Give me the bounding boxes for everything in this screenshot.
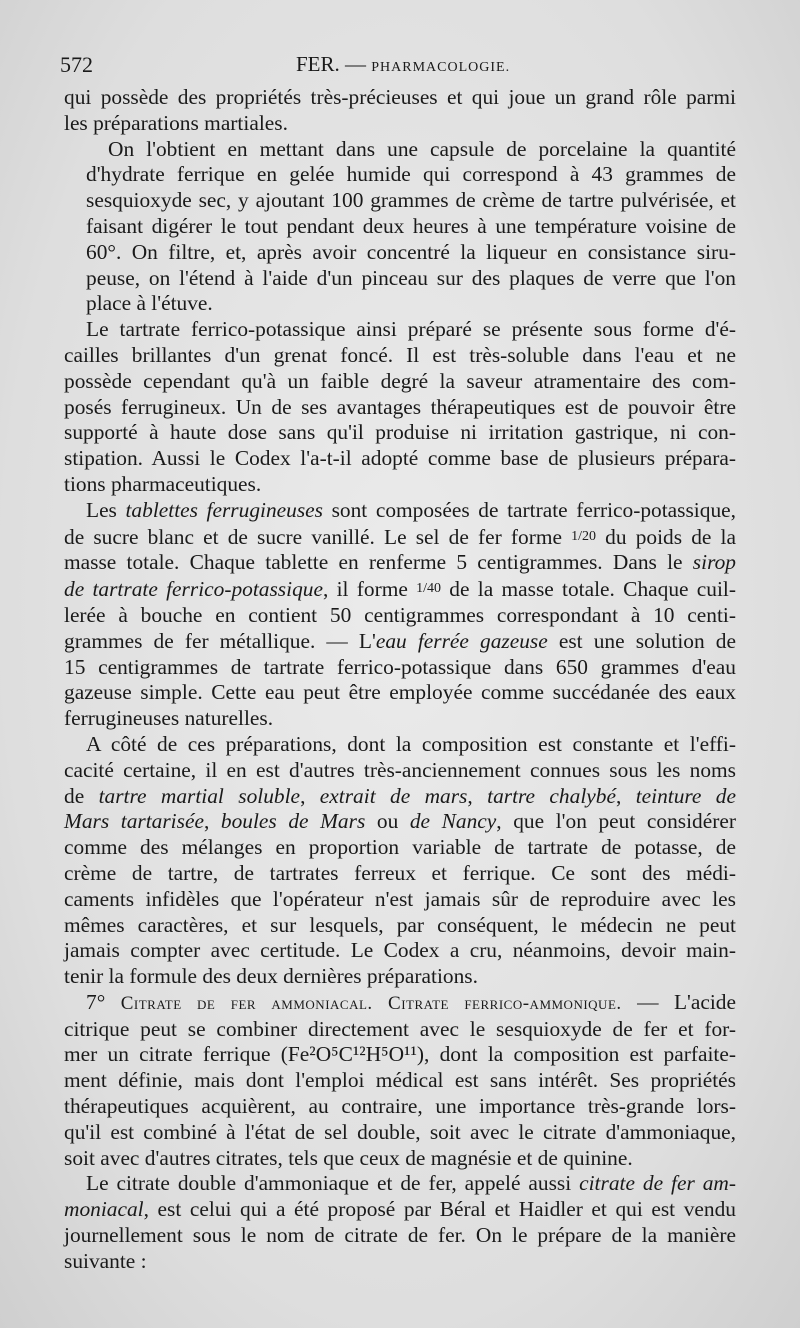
text-run: de sucre blanc et de sucre vanillé. Le sel de fer forme — [64, 524, 572, 549]
italic-term: tartre martial soluble — [98, 783, 301, 808]
text-line: lerée à bouche en contient 50 centigrammes correspondant à 10 centi- — [64, 602, 736, 627]
text-line: mêmes caractères, et sur lesquels, par conséquent, le médecin ne peut — [64, 912, 736, 937]
text-line: faisant digérer le tout pendant deux heures à une température voisine de — [86, 213, 736, 238]
text-run: , que l'on peut considérer — [496, 809, 736, 834]
text-line — [64, 550, 736, 576]
text-run: sont composées de tartrate ferrico-potassique, — [323, 497, 736, 522]
text-line: sesquioxyde sec, y ajoutant 100 grammes de crème de tartre pulvérisée, et — [86, 188, 736, 213]
section-heading: Citrate de fer ammoniacal. Citrate ferrico-ammonique. — [120, 992, 622, 1014]
text-line: ment définie, mais dont l'emploi médical est sans intérêt. Ses propriétés — [64, 1068, 736, 1093]
text-line — [64, 1171, 736, 1197]
text-run: grammes de fer métallique. — L' — [64, 628, 376, 653]
chapter-title: FER. — [296, 52, 340, 76]
text-line: tions pharmaceutiques. — [64, 471, 262, 496]
text-line — [64, 809, 736, 835]
section-number: 7° — [86, 989, 121, 1014]
text-run: — L'acide — [621, 989, 736, 1014]
text-line: qu'il est combiné à l'état de sel double, soit avec le citrate d'ammoniaque, — [64, 1119, 736, 1144]
text-line: cailles brillantes d'un grenat foncé. Il est très-soluble dans l'eau et ne — [64, 342, 736, 367]
fraction: 1/40 — [416, 581, 442, 597]
italic-term: de tartrate ferrico-potassique — [64, 577, 323, 602]
text-line: 15 centigrammes de tartrate ferrico-potassique dans 650 grammes d'eau — [64, 654, 736, 679]
italic-term: teinture de — [635, 783, 736, 808]
text-run: est une solution de — [547, 628, 736, 653]
text-run: mer un citrate ferrique ( — [64, 1042, 288, 1067]
text-run: , — [467, 783, 488, 808]
section-title: PHARMACOLOGIE. — [371, 60, 511, 75]
italic-term: moniacal — [64, 1197, 144, 1222]
paragraph-7 — [64, 1171, 736, 1274]
running-header — [60, 52, 736, 82]
paragraph-4 — [64, 498, 736, 732]
text-line — [64, 629, 736, 655]
text-line: A côté de ces préparations, dont la composition est constante et l'effi- — [86, 731, 736, 756]
text-line: soit avec d'autres citrates, tels que ceux de magnésie et de quinine. — [64, 1145, 633, 1170]
text-line — [64, 524, 736, 551]
text-line: journellement sous le nom de citrate de fer. On le prépare de la manière — [64, 1223, 736, 1248]
text-line: peuse, on l'étend à l'aide d'un pinceau sur des plaques de verre que l'on — [86, 265, 736, 290]
italic-term: eau ferrée gazeuse — [375, 628, 548, 653]
text-line: 60°. On filtre, et, après avoir concentré la liqueur en consistance siru- — [86, 239, 736, 264]
text-line: posés ferrugineux. Un de ses avantages thérapeutiques est de pouvoir être — [64, 394, 736, 419]
text-line: citrique peut se combiner directement avec le sesquioxyde de fer et for- — [64, 1016, 736, 1041]
paragraph-2 — [64, 137, 736, 318]
text-line: crème de tartre, de tartrates ferreux et ferrique. Ce sont des médi- — [64, 860, 736, 885]
text-run: Les — [86, 497, 126, 522]
text-line: caments infidèles que l'opérateur n'est jamais sûr de reproduire avec les — [64, 886, 736, 911]
text-line — [64, 498, 736, 524]
italic-term: sirop — [692, 550, 736, 575]
text-run: , est celui qui a été proposé par Béral et Haidler et qui est vendu — [143, 1197, 736, 1222]
text-line: gazeuse simple. Cette eau peut être employée comme succédanée des eaux — [64, 680, 736, 705]
text-line: ferrugineuses naturelles. — [64, 706, 274, 731]
text-run: Le citrate double d'ammoniaque et de fer, appelé aussi — [86, 1171, 580, 1196]
body-text — [64, 85, 736, 1275]
text-line: Le tartrate ferrico-potassique ainsi préparé se présente sous forme d'é- — [86, 317, 736, 342]
italic-term: citrate de fer am- — [579, 1171, 736, 1196]
paragraph-6 — [64, 990, 736, 1172]
text-line: les préparations martiales. — [64, 110, 288, 135]
text-line: d'hydrate ferrique en gelée humide qui correspond à 43 grammes de — [86, 162, 736, 187]
italic-term: Mars tartarisée — [64, 809, 204, 834]
fraction: 1/20 — [571, 528, 597, 544]
text-line: cacité certaine, il en est d'autres très-anciennement connues sous les noms — [64, 757, 736, 782]
text-line — [64, 990, 736, 1017]
text-run: , il forme — [322, 577, 417, 602]
text-line: supporté à haute dose sans qu'il produise ni irritation gastrique, ni con- — [64, 420, 736, 445]
paragraph-3 — [64, 317, 736, 498]
text-line: jamais compter avec certitude. Le Codex a cru, néanmoins, devoir main- — [64, 938, 736, 963]
text-run: ), dont la composition est parfaite- — [416, 1042, 736, 1067]
text-line — [64, 1042, 736, 1068]
text-run: de — [64, 783, 99, 808]
text-line: suivante : — [64, 1248, 147, 1273]
text-line — [64, 1197, 736, 1223]
italic-term: boules de Mars — [220, 809, 366, 834]
text-line: possède cependant qu'à un faible degré la saveur atramentaire des com- — [64, 368, 736, 393]
italic-term: extrait de mars — [319, 783, 468, 808]
text-line — [64, 784, 736, 810]
text-line: On l'obtient en mettant dans une capsule de porcelaine la quantité — [108, 136, 736, 161]
text-run: de la masse totale. Chaque cuil- — [441, 577, 736, 602]
text-line: place à l'étuve. — [86, 291, 213, 316]
italic-term: tartre chalybé — [487, 783, 616, 808]
text-run: masse totale. Chaque tablette en renferme 5 centigrammes. Dans le — [64, 550, 693, 575]
italic-term: tablettes ferrugineuses — [125, 497, 323, 522]
running-title — [296, 52, 510, 77]
text-line: thérapeutiques acquièrent, au contraire, une importance très-grande lors- — [64, 1094, 736, 1119]
chemical-formula: Fe²O⁵C¹²H⁵O¹¹ — [287, 1042, 417, 1067]
page-number: 572 — [60, 52, 93, 77]
title-separator: — — [345, 52, 367, 76]
text-run: , — [615, 783, 636, 808]
text-line: tenir la formule des deux dernières préparations. — [64, 964, 478, 989]
text-run: , — [203, 809, 221, 834]
italic-term: de Nancy — [409, 809, 497, 834]
text-run: du poids de la — [596, 524, 736, 549]
text-line: qui possède des propriétés très-précieuses et qui joue un grand rôle parmi — [64, 85, 736, 109]
text-run: , — [300, 783, 320, 808]
paragraph-5 — [64, 732, 736, 990]
text-line — [64, 576, 736, 603]
text-run: ou — [365, 809, 410, 834]
text-line: comme des mélanges en proportion variable de tartrate de potasse, de — [64, 835, 736, 860]
text-line: stipation. Aussi le Codex l'a-t-il adopté comme base de plusieurs prépara- — [64, 446, 736, 471]
paragraph-1 — [64, 85, 736, 137]
